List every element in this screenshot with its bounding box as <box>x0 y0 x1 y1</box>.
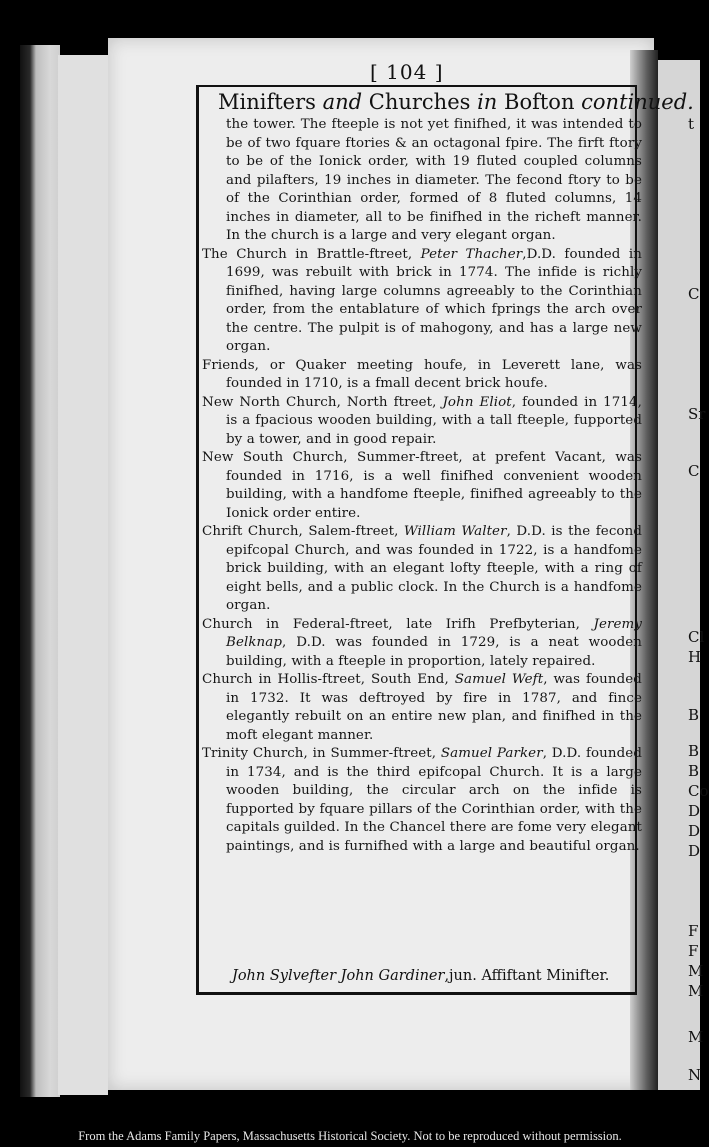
heading-italic: and <box>322 90 363 114</box>
entry-text: , D.D. was founded in 1729, is a neat wooden building, with a fteeple in proportion, lately repaired. <box>226 635 642 669</box>
page-margin-left <box>58 55 108 1095</box>
entry-text: , D.D. founded in 1734, and is the third epifcopal Church. It is a large wooden building, the circular arch on the infide is fupported by fquare pillars of the Corinthian order, with the capitals guilded. In the Chancel there are fome very elegant paintings, and is furnifhed with a large and beautiful organ. <box>226 746 642 854</box>
facing-page-letter: B <box>688 742 700 760</box>
facing-page-letter: M <box>688 1028 704 1046</box>
facing-page-letter: C <box>688 285 700 303</box>
heading-part: Minifters <box>218 90 323 114</box>
facing-page-letter: Sr <box>688 405 706 423</box>
church-list <box>202 116 642 856</box>
continuation-paragraph: the tower. The fteeple is not yet finifhed, it was intended to be of two fquare ftories & an octagonal fpire. The firft ftory to be of the Ionick order, with 19 fluted coupled columns and pilafters, 19 inches in diameter. The fecond ftory to be of the Corinthian order, formed of 8 fluted columns, 14 inches in diameter, all to be finifhed in the richeft manner. In the church is a large and very elegant organ. <box>226 117 642 243</box>
entry-text: New North Church, North ftreet, <box>202 394 443 410</box>
minister-name: Samuel Parker <box>440 746 543 761</box>
heading-italic: in <box>477 90 498 114</box>
facing-page-letter: M <box>688 982 704 1000</box>
facing-page-letter: C <box>688 462 700 480</box>
minister-name: William Walter <box>403 524 507 539</box>
entry-text: Friends, or Quaker meeting houfe, in Leverett lane, was founded in 1710, is a fmall decent brick houfe. <box>202 357 642 391</box>
entry-text: New South Church, Summer-ftreet, at prefent Vacant, was founded in 1716, is a well finifhed convenient wooden building, with a handfome fteeple, finifhed agreeably to the Ionick order entire. <box>202 450 642 521</box>
facing-page-letter: Co <box>688 782 709 800</box>
church-entry <box>202 616 642 672</box>
section-heading <box>218 90 694 114</box>
facing-page-letter: Cl <box>688 628 705 646</box>
copyright-footer: From the Adams Family Papers, Massachusetts Historical Society. Not to be reproduced without permission. <box>78 1129 622 1143</box>
facing-page-letter: M <box>688 962 704 980</box>
church-entry <box>202 357 642 394</box>
entry-text: ,D.D. founded in 1699, was rebuilt with brick in 1774. The infide is richly finifhed, having large columns agreeably to the Corinthian order, from the entablature of which fprings the arch over the centre. The pulpit is of mahogony, and has a large new organ. <box>226 246 642 354</box>
heading-part: Churches <box>362 90 478 114</box>
church-entry <box>202 449 642 523</box>
facing-page-letter: t <box>688 115 695 133</box>
church-entry <box>202 523 642 616</box>
minister-name: Samuel Weft <box>454 672 544 687</box>
entry-text: Church in Hollis-ftreet, South End, <box>202 672 455 687</box>
entry-text: The Church in Brattle-ftreet, <box>202 246 421 262</box>
church-entry <box>202 394 642 450</box>
heading-italic: continued. <box>581 90 694 114</box>
facing-page-letter: D <box>688 802 701 820</box>
minister-name: Peter Thacher <box>420 246 523 262</box>
minister-name: John Eliot <box>442 394 512 410</box>
facing-page-letter: D <box>688 842 701 860</box>
church-entry <box>202 671 642 745</box>
minister-names: John Sylvefter John Gardiner <box>232 968 445 984</box>
minister-title: ,jun. Affiftant Minifter. <box>444 968 610 984</box>
entry-text: , founded in 1714, is a fpacious wooden building, with a tall fteeple, fupported by a tower, and in good repair. <box>226 394 643 447</box>
entry-text: Chrift Church, Salem-ftreet, <box>202 524 404 539</box>
facing-page-letter: B <box>688 706 700 724</box>
entry-text: Trinity Church, in Summer-ftreet, <box>202 746 441 761</box>
signature-line <box>232 968 609 984</box>
church-entry <box>202 745 642 856</box>
entry-text: , D.D. is the fecond epifcopal Church, and was founded in 1722, is a handfome brick building, with an elegant lofty fteeple, with a ring of eight bells, and a public clock. In the Church is a handfome organ. <box>226 524 642 613</box>
heading-part: Bofton <box>497 90 582 114</box>
facing-page-letter: F <box>688 942 699 960</box>
minister-name: Jeremy Belknap <box>226 616 642 650</box>
facing-page-letter: H <box>688 648 702 666</box>
facing-page-letter: F <box>688 922 699 940</box>
facing-page-letter: B <box>688 762 700 780</box>
facing-page-letter: D <box>688 822 701 840</box>
book-fore-edge <box>20 45 60 1097</box>
entry-text: , was founded in 1732. It was deftroyed by fire in 1787, and fince elegantly rebuilt on an entire new plan, and finifhed in the moft elegant manner. <box>226 672 642 743</box>
entry-text: Church in Federal-ftreet, late Irifh Prefbyterian, <box>202 616 594 632</box>
facing-page-letter: N <box>688 1066 702 1084</box>
page-number: [ 104 ] <box>370 60 444 84</box>
church-entry <box>202 246 642 357</box>
